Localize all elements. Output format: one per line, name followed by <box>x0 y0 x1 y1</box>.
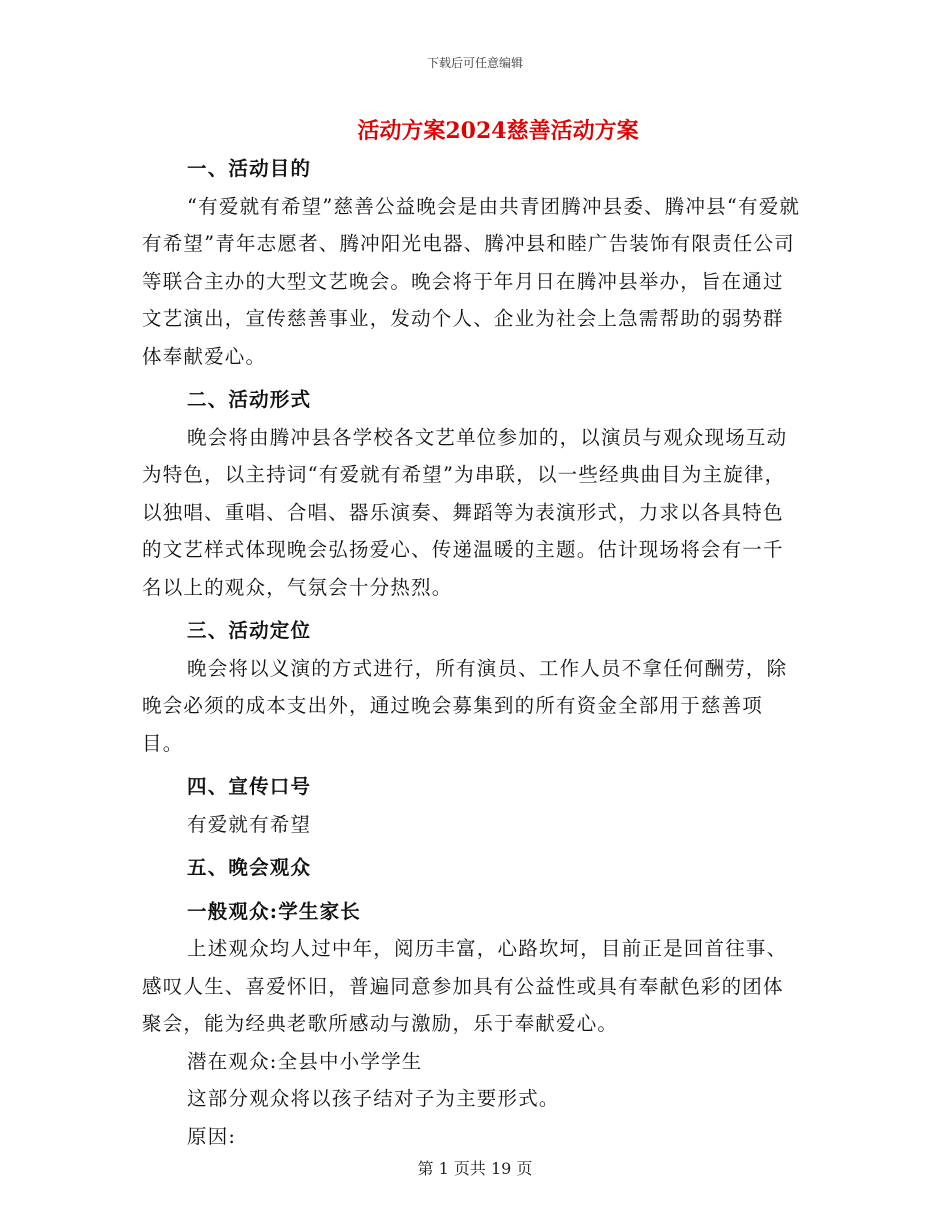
section-heading-purpose: 一、活动目的 <box>187 157 312 180</box>
section-body-format: 晚会将由腾冲县各学校各文艺单位参加的，以演员与观众现场互动为特色，以主持词“有爱就有希望”为串联，以一些经典曲目为主旋律，以独唱、重唱、合唱、器乐演奏、舞蹈等为表演形式，力求以各具特色的文艺样式体现晚会弘扬爱心、传递温暖的主题。估计现场将会有一千名以上的观众，气氛会十分热烈。 <box>142 425 788 599</box>
paragraph-pairing-form: 这部分观众将以孩子结对子为主要形式。 <box>187 1087 560 1110</box>
subheading-general-audience: 一般观众:学生家长 <box>187 899 361 923</box>
section-body-slogan: 有爱就有希望 <box>187 812 312 836</box>
section-heading-format: 二、活动形式 <box>187 388 312 411</box>
section-heading-slogan: 四、宣传口号 <box>187 775 312 798</box>
page-number: 第 1 页共 19 页 <box>417 1159 533 1178</box>
section-body-positioning: 晚会将以义演的方式进行，所有演员、工作人员不拿任何酬劳，除晚会必须的成本支出外，通过晚会募集到的所有资金全部用于慈善项目。 <box>142 656 788 755</box>
section-heading-positioning: 三、活动定位 <box>187 619 312 642</box>
paragraph-reason: 原因: <box>187 1124 237 1148</box>
section-body-purpose: “有爱就有希望”慈善公益晚会是由共青团腾冲县委、腾冲县“有爱就有希望”青年志愿者、腾冲阳光电器、腾冲县和睦广告装饰有限责任公司等联合主办的大型文艺晚会。晚会将于年月日在腾冲县举办，旨在通过文艺演出，宣传慈善事业，发动个人、企业为社会上急需帮助的弱势群体奉献爱心。 <box>142 194 801 368</box>
section-body-audience: 上述观众均人过中年，阅历丰富，心路坎坷，目前正是回首往事、感叹人生、喜爱怀旧，普遍同意参加具有公益性或具有奉献色彩的团体聚会，能为经典老歌所感动与激励，乐于奉献爱心。 <box>142 937 788 1035</box>
paragraph-potential-audience: 潜在观众:全县中小学学生 <box>187 1049 423 1073</box>
section-heading-audience: 五、晚会观众 <box>187 856 312 879</box>
page-title: 活动方案2024慈善活动方案 <box>357 118 639 144</box>
header-note: 下载后可任意编辑 <box>426 56 523 70</box>
document-body <box>142 150 802 1155</box>
